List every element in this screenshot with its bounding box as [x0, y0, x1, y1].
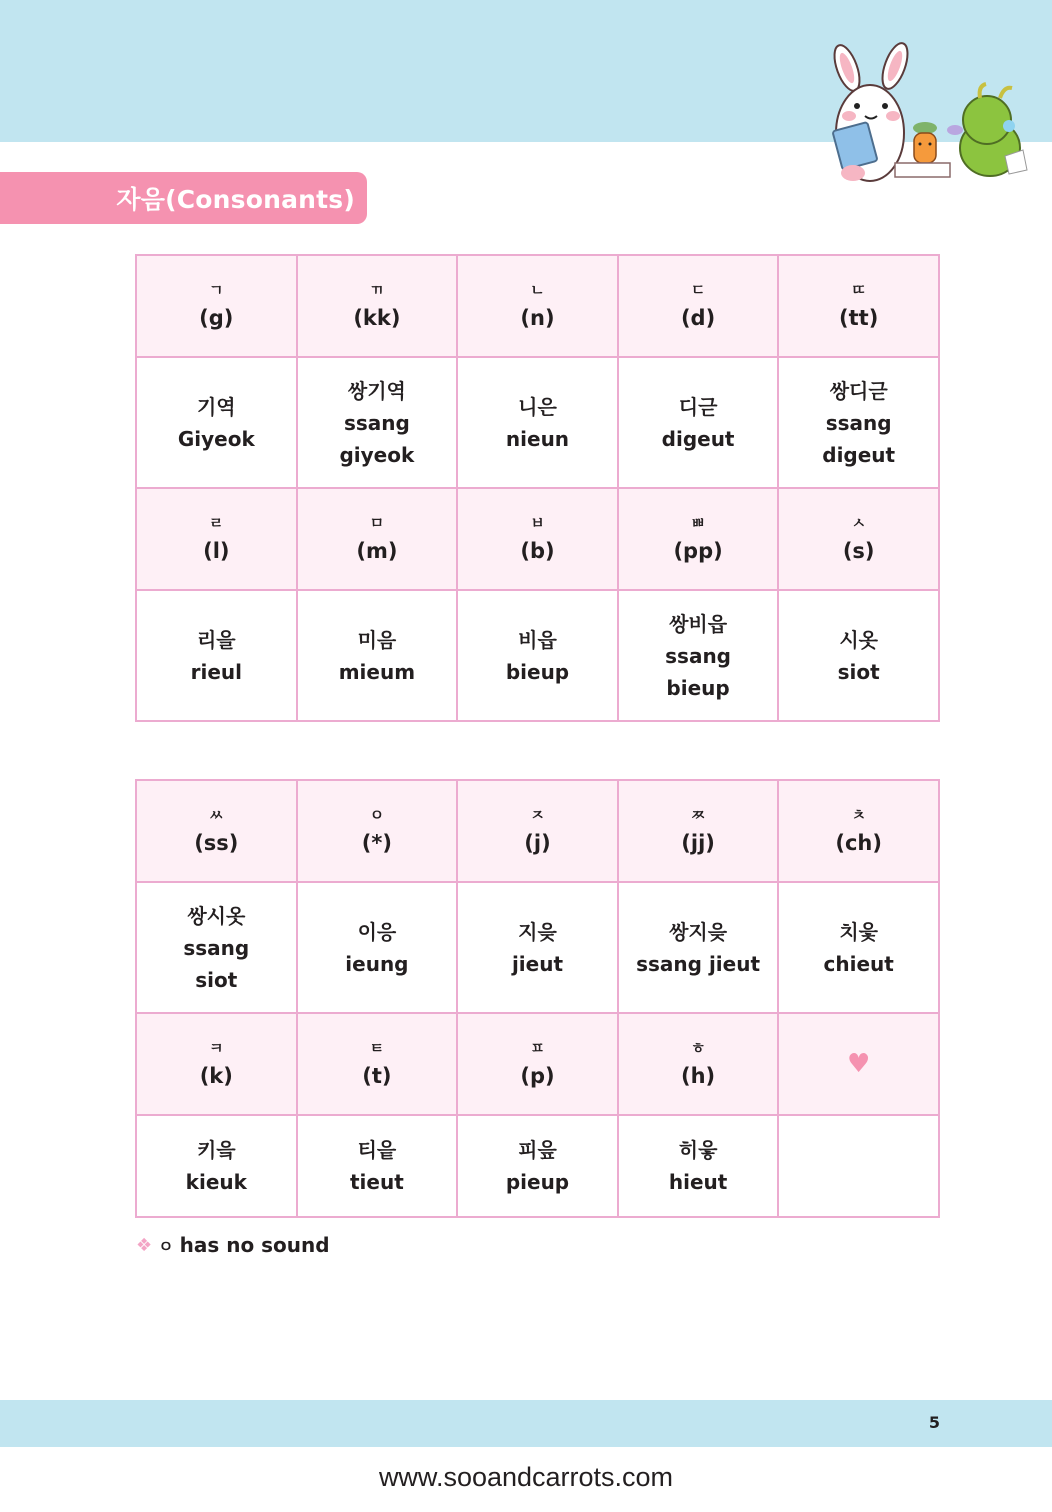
- name-cell: 쌍기역 ssang giyeok: [297, 357, 458, 488]
- name-cell: 시옷 siot: [778, 590, 939, 721]
- consonant-cell: ㅋ (k): [136, 1013, 297, 1115]
- consonant-cell: ㅊ (ch): [778, 780, 939, 882]
- table-row: [136, 1115, 939, 1217]
- consonant-cell: ㅃ (pp): [618, 488, 779, 590]
- consonant-cell: ㅍ (p): [457, 1013, 618, 1115]
- website-url: www.sooandcarrots.com: [378, 1462, 674, 1492]
- name-cell: 비읍 bieup: [457, 590, 618, 721]
- name-cell: 기역 Giyeok: [136, 357, 297, 488]
- table-row: [136, 357, 939, 488]
- name-cell: 치읓 chieut: [778, 882, 939, 1013]
- table-row: [136, 1013, 939, 1115]
- consonant-cell: ㅅ (s): [778, 488, 939, 590]
- section-title: 자음(Consonants): [116, 185, 355, 214]
- consonant-cell: ㅂ (b): [457, 488, 618, 590]
- table-row: [136, 488, 939, 590]
- consonant-cell: ㄴ (n): [457, 255, 618, 357]
- name-cell: 피읖 pieup: [457, 1115, 618, 1217]
- table-row: [136, 780, 939, 882]
- section-title-tab: [0, 172, 367, 224]
- consonant-cell: ㄹ (l): [136, 488, 297, 590]
- name-cell: 디귿 digeut: [618, 357, 779, 488]
- consonant-cell: ㅈ (j): [457, 780, 618, 882]
- name-cell: 히읗 hieut: [618, 1115, 779, 1217]
- name-cell: 지읒 jieut: [457, 882, 618, 1013]
- footer-band: [0, 1400, 1052, 1447]
- table-row: [136, 255, 939, 357]
- empty-cell: [778, 1115, 939, 1217]
- name-cell: 쌍디귿 ssang digeut: [778, 357, 939, 488]
- footnote: [136, 1233, 330, 1257]
- ieung-symbol: ㅇ: [158, 1236, 174, 1256]
- page-number: 5: [928, 1413, 940, 1432]
- name-cell: 쌍지읒 ssang jieut: [618, 882, 779, 1013]
- heart-cell: [778, 1013, 939, 1115]
- mascot-illustration-icon: [815, 38, 1030, 188]
- consonant-cell: ㅎ (h): [618, 1013, 779, 1115]
- consonant-cell: ㅉ (jj): [618, 780, 779, 882]
- name-cell: 미음 mieum: [297, 590, 458, 721]
- name-cell: 키읔 kieuk: [136, 1115, 297, 1217]
- footnote-text: has no sound: [179, 1233, 330, 1257]
- diamond-bullet-icon: ❖: [136, 1234, 153, 1256]
- name-cell: 니은 nieun: [457, 357, 618, 488]
- heart-icon: ♥: [847, 1049, 871, 1079]
- name-cell: 이응 ieung: [297, 882, 458, 1013]
- name-cell: 티읕 tieut: [297, 1115, 458, 1217]
- table-row: [136, 882, 939, 1013]
- consonant-cell: ㄱ (g): [136, 255, 297, 357]
- consonant-cell: ㅌ (t): [297, 1013, 458, 1115]
- consonant-cell: ㅆ (ss): [136, 780, 297, 882]
- consonant-cell: ㄸ (tt): [778, 255, 939, 357]
- consonant-cell: ㄷ (d): [618, 255, 779, 357]
- name-cell: 쌍비읍 ssang bieup: [618, 590, 779, 721]
- consonant-cell: ㅇ (*): [297, 780, 458, 882]
- name-cell: 쌍시옷 ssang siot: [136, 882, 297, 1013]
- consonant-table-2: [135, 779, 940, 1218]
- name-cell: 리을 rieul: [136, 590, 297, 721]
- consonant-cell: ㄲ (kk): [297, 255, 458, 357]
- consonant-cell: ㅁ (m): [297, 488, 458, 590]
- table-row: [136, 590, 939, 721]
- consonant-table-1: [135, 254, 940, 722]
